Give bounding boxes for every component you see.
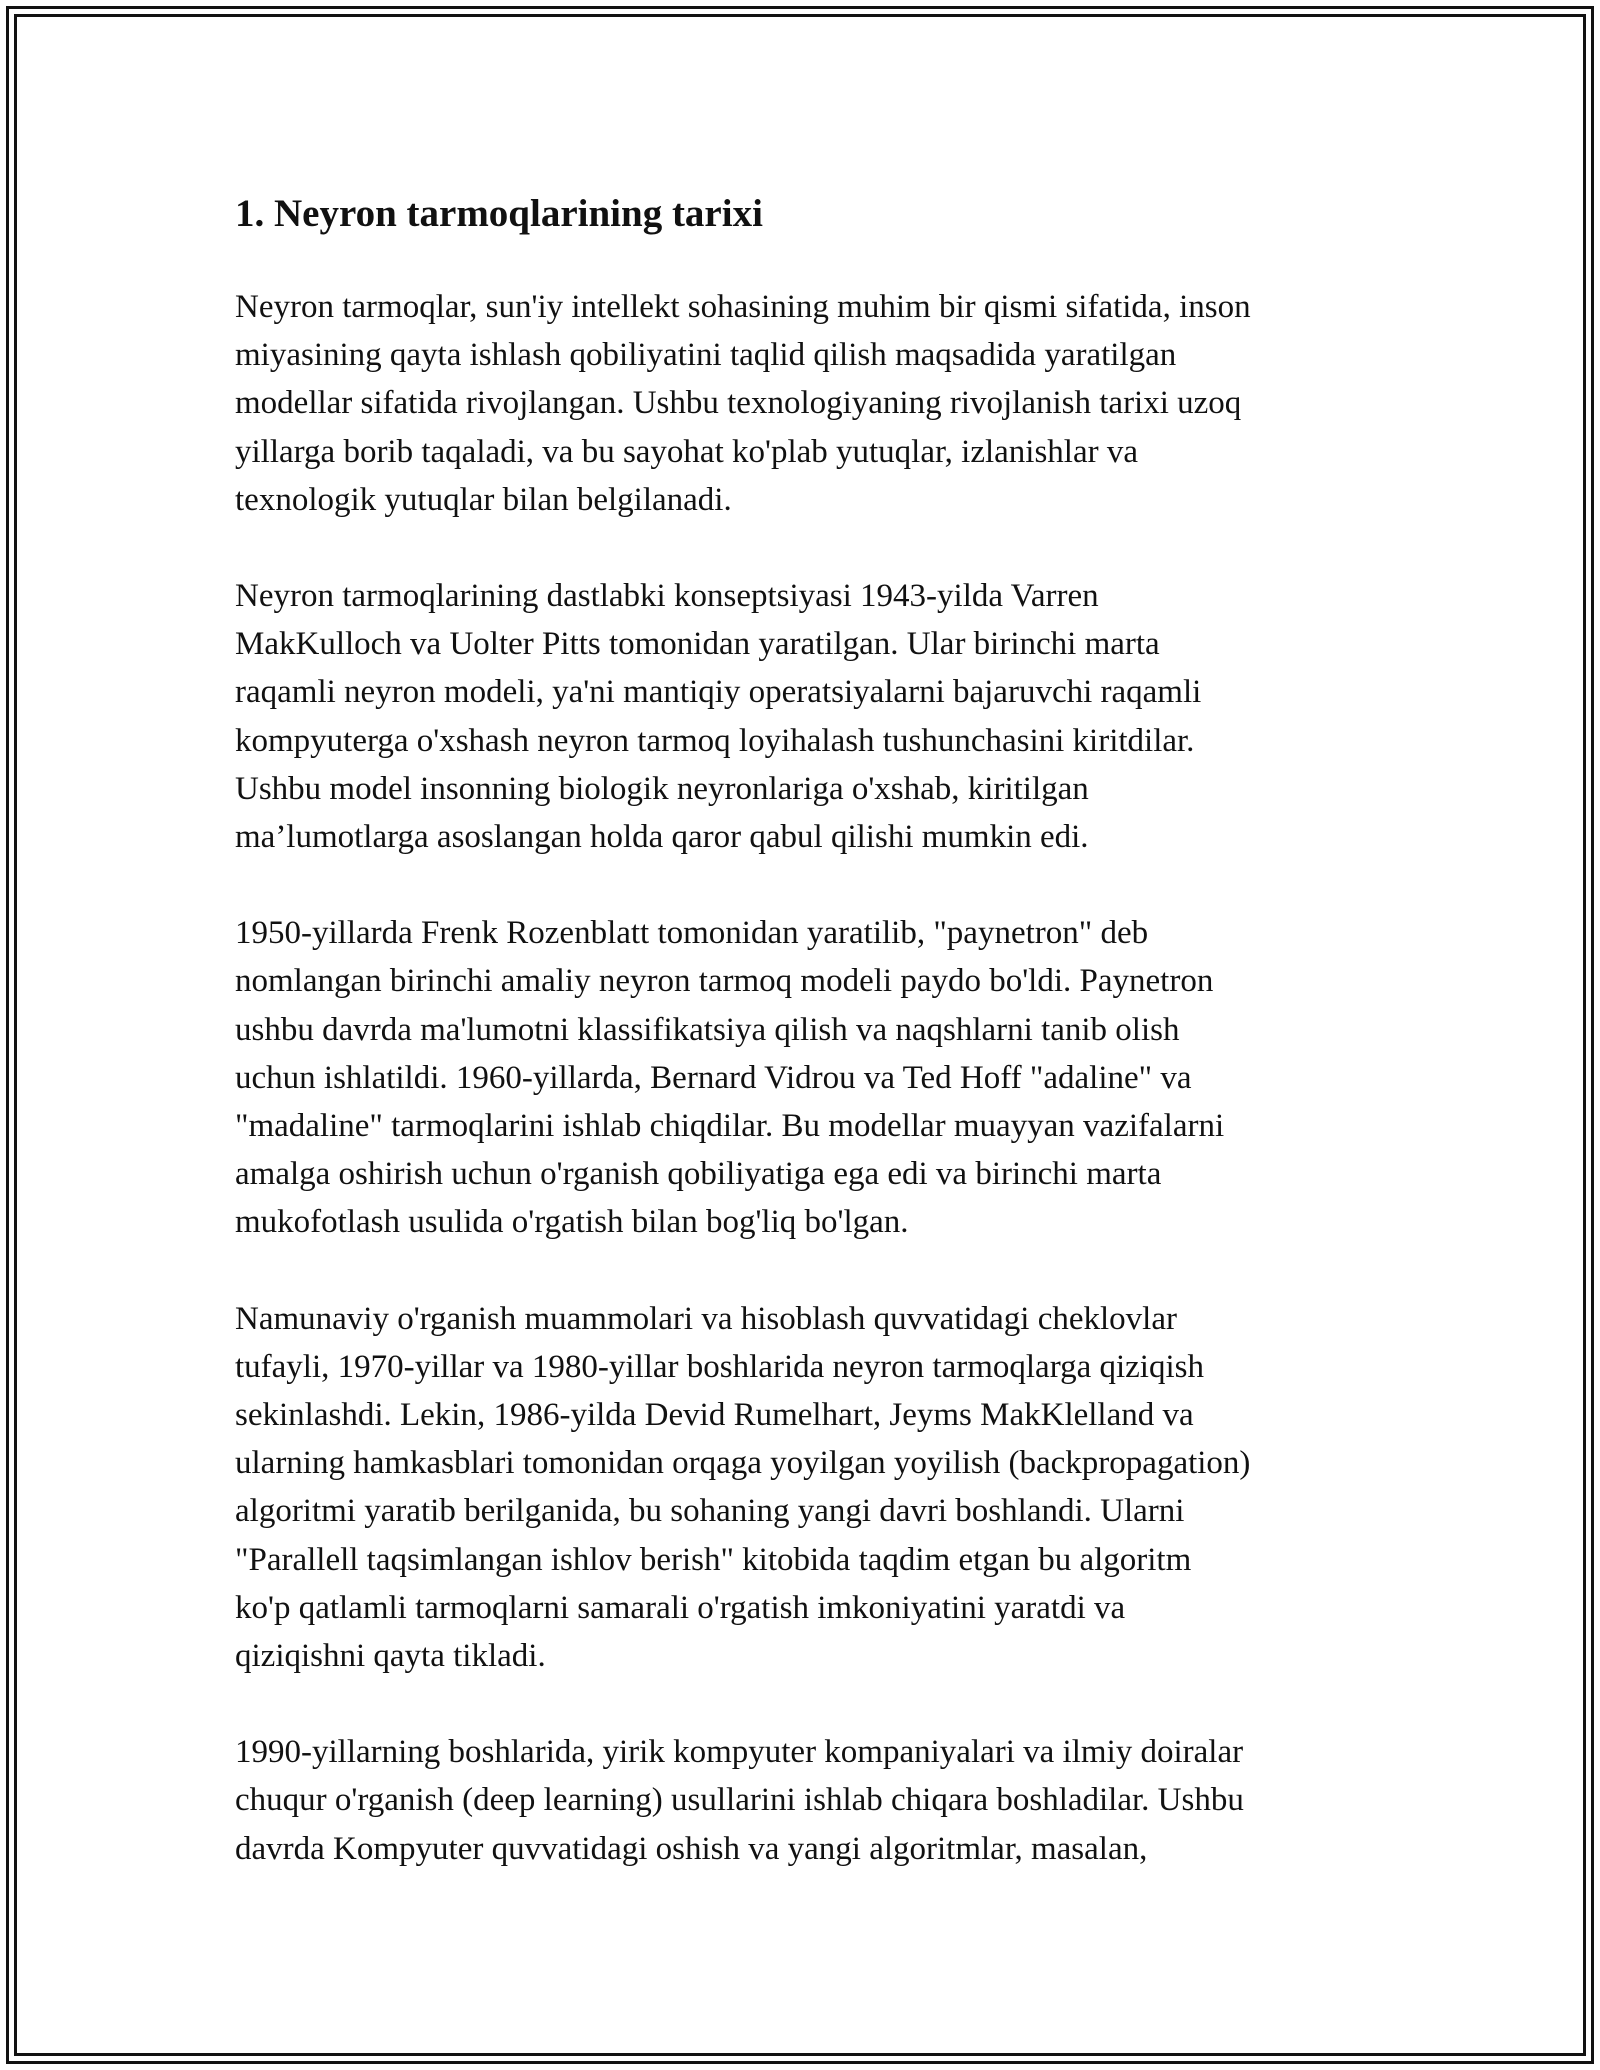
text-line: tufayli, 1970-yillar va 1980-yillar boshlarida neyron tarmoqlarga qiziqish (235, 1348, 1204, 1385)
text-line: ma’lumotlarga asoslangan holda qaror qabul qilishi mumkin edi. (235, 819, 1089, 856)
text-line: sekinlashdi. Lekin, 1986-yilda Devid Rumelhart, Jeyms MakKlelland va (235, 1397, 1194, 1434)
text-line: texnologik yutuqlar bilan belgilanadi. (235, 481, 732, 518)
text-line: qiziqishni qayta tikladi. (235, 1638, 546, 1675)
text-line: chuqur o'rganish (deep learning) usullarini ishlab chiqara boshladilar. Ushbu (235, 1782, 1244, 1819)
text-line: Neyron tarmoqlar, sun'iy intellekt sohasining muhim bir qismi sifatida, inson (235, 289, 1251, 325)
text-line: algoritmi yaratib berilganida, bu sohaning yangi davri boshlandi. Ularni (235, 1493, 1185, 1530)
text-line: "Parallell taqsimlangan ishlov berish" kitobida taqdim etgan bu algoritm (235, 1541, 1192, 1578)
text-line: Neyron tarmoqlarining dastlabki konseptsiyasi 1943-yilda Varren (235, 578, 1099, 615)
text-line: raqamli neyron modeli, ya'ni mantiqiy operatsiyalarni bajaruvchi raqamli (235, 674, 1202, 711)
text-line: nomlangan birinchi amaliy neyron tarmoq modeli paydo bo'ldi. Paynetron (235, 963, 1214, 1000)
text-line: Ushbu model insonning biologik neyronlariga o'xshab, kiritilgan (235, 770, 1089, 807)
paragraph-4 (235, 1295, 1375, 1681)
text-line: yillarga borib taqaladi, va bu sayohat ko'plab yutuqlar, izlanishlar va (235, 433, 1139, 470)
text-line: modellar sifatida rivojlangan. Ushbu texnologiyaning rivojlanish tarixi uzoq (235, 385, 1242, 422)
paragraph-2 (235, 572, 1375, 861)
text-line: "madaline" tarmoqlarini ishlab chiqdilar. Bu modellar muayyan vazifalarni (235, 1108, 1225, 1145)
paragraph-1 (235, 283, 1375, 524)
text-line: uchun ishlatildi. 1960-yillarda, Bernard Vidrou va Ted Hoff "adaline" va (235, 1059, 1192, 1096)
text-line: mukofotlash usulida o'rgatish bilan bog'liq bo'lgan. (235, 1204, 909, 1241)
text-line: 1950-yillarda Frenk Rozenblatt tomonidan yaratilib, "paynetron" deb (235, 915, 1149, 952)
text-line: MakKulloch va Uolter Pitts tomonidan yaratilgan. Ular birinchi marta (235, 626, 1160, 663)
text-line: amalga oshirish uchun o'rganish qobiliyatiga ega edi va birinchi marta (235, 1156, 1162, 1193)
paragraph-3 (235, 909, 1375, 1246)
text-line: 1990-yillarning boshlarida, yirik kompyuter kompaniyalari va ilmiy doiralar (235, 1734, 1244, 1771)
text-line: ushbu davrda ma'lumotni klassifikatsiya qilish va naqshlarni tanib olish (235, 1011, 1180, 1048)
page-title: 1. Neyron tarmoqlarining tarixi (235, 192, 763, 235)
text-line: kompyuterga o'xshash neyron tarmoq loyihalash tushunchasini kiritdilar. (235, 722, 1195, 759)
document-body (235, 185, 1375, 1921)
text-line: davrda Kompyuter quvvatidagi oshish va yangi algoritmlar, masalan, (235, 1830, 1148, 1867)
text-line: ularning hamkasblari tomonidan orqaga yoyilgan yoyilish (backpropagation) (235, 1445, 1251, 1482)
paragraph-5 (235, 1728, 1375, 1873)
text-line: ko'p qatlamli tarmoqlarni samarali o'rgatish imkoniyatini yaratdi va (235, 1589, 1126, 1626)
text-line: Namunaviy o'rganish muammolari va hisoblash quvvatidagi cheklovlar (235, 1300, 1177, 1337)
text-line: miyasining qayta ishlash qobiliyatini taqlid qilish maqsadida yaratilgan (235, 337, 1177, 374)
